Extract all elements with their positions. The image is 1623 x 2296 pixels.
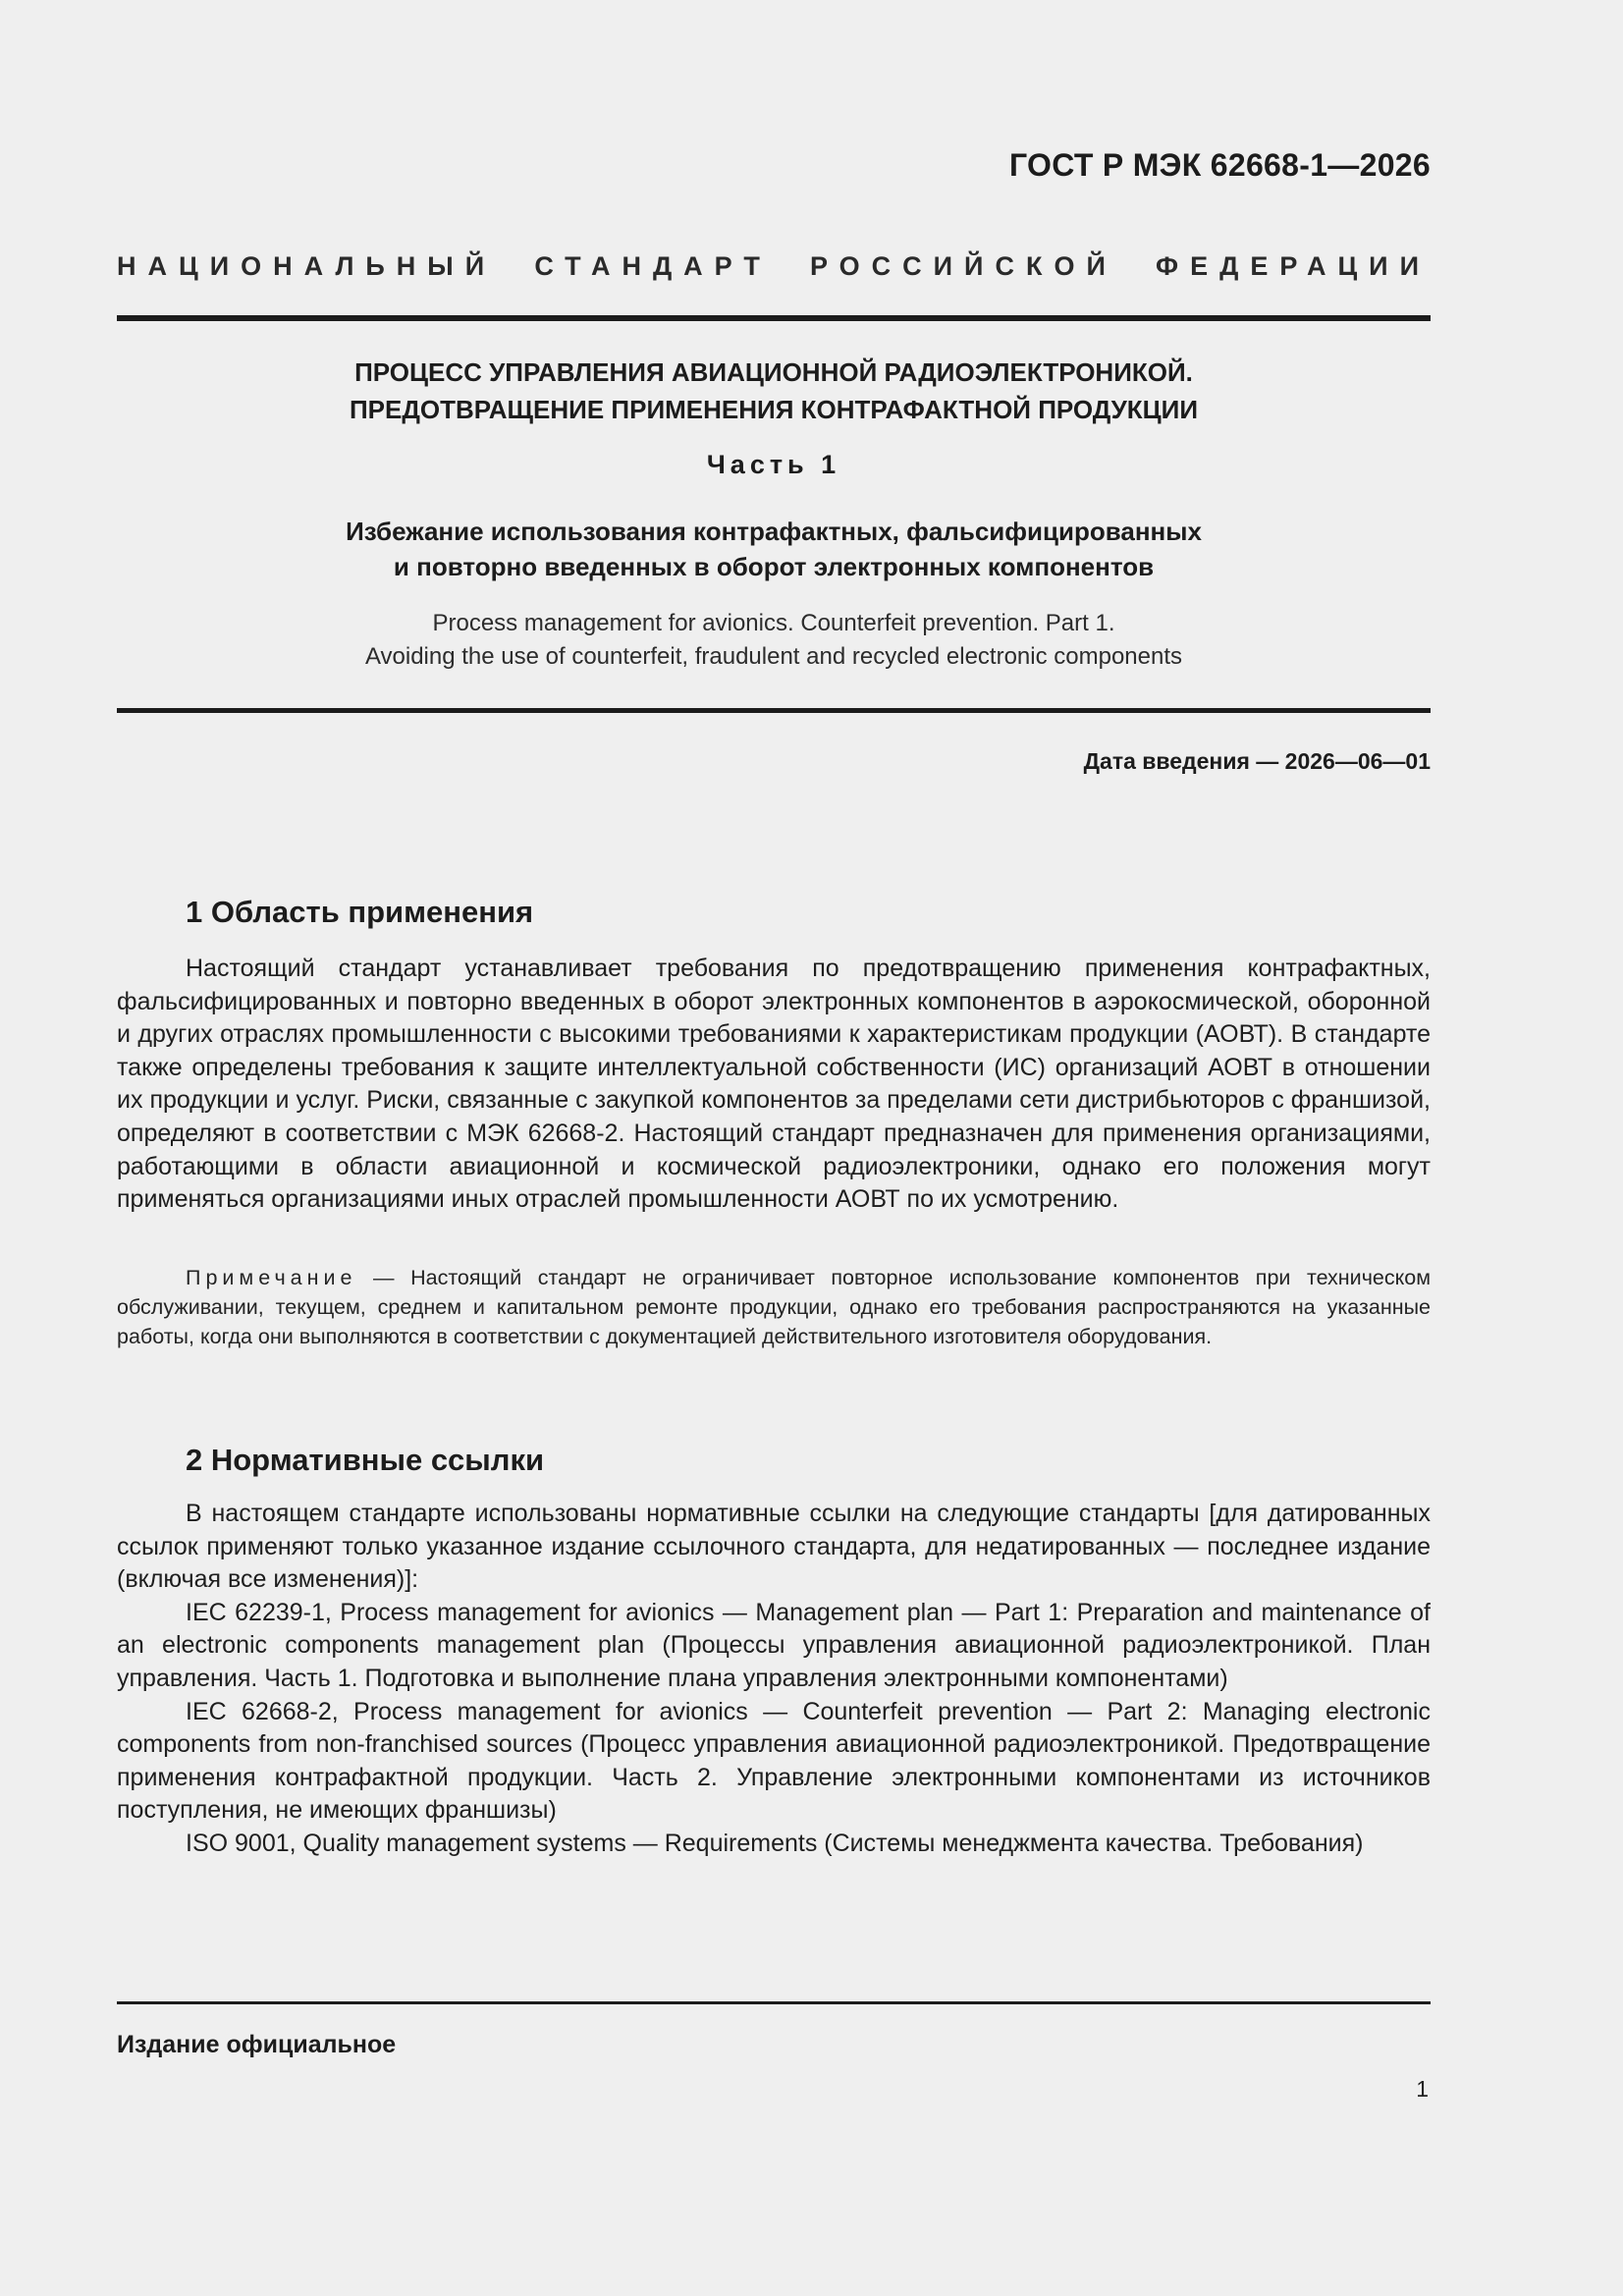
reference-item: IEC 62239-1, Process management for avionics — Management plan — Part 1: Preparation and maintenance of an electronic components management plan (Процессы управления авиационной радиоэлектроникой. План управления. Часть 1. Подготовка и выполнение плана управления электронными компонентами) bbox=[117, 1598, 1431, 1692]
note-label: Примечание bbox=[186, 1266, 357, 1289]
section-1-heading: 1 Область применения bbox=[186, 895, 534, 929]
title-line-1: ПРОЦЕСС УПРАВЛЕНИЯ АВИАЦИОННОЙ РАДИОЭЛЕКТРОНИКОЙ. bbox=[354, 357, 1193, 387]
national-standard-heading bbox=[117, 251, 1431, 282]
section-2-heading: 2 Нормативные ссылки bbox=[186, 1443, 545, 1477]
part-label: Часть 1 bbox=[706, 450, 841, 479]
middle-divider bbox=[117, 708, 1431, 713]
part-subtitle bbox=[117, 514, 1431, 584]
page-number: 1 bbox=[1416, 2076, 1429, 2102]
national-word-2: СТАНДАРТ bbox=[534, 251, 772, 281]
national-word-3: РОССИЙСКОЙ bbox=[810, 251, 1117, 281]
english-line-2: Avoiding the use of counterfeit, fraudulent and recycled electronic components bbox=[364, 643, 1183, 670]
english-title bbox=[117, 607, 1431, 674]
note-text: — Настоящий стандарт не ограничивает повторное использование компонентов при техническом обслуживании, текущем, среднем и капитальном ремонте продукции, однако его требования распространяются на указанные работы, когда они выполняются в соответствии с документацией действительного изготовителя оборудования. bbox=[117, 1266, 1431, 1348]
standard-designation: ГОСТ Р МЭК 62668-1—2026 bbox=[1009, 147, 1431, 183]
official-edition-label: Издание официальное bbox=[117, 2031, 397, 2058]
reference-item: IEC 62668-2, Process management for avionics — Counterfeit prevention — Part 2: Managing electronic components from non-franchised sources (Процесс управления авиационной радиоэлектроникой. Предотвращение применения контрафактной продукции. Часть 2. Управление электронными компонентами из источников поступления, не имеющих франшизы) bbox=[117, 1697, 1431, 1825]
document-title bbox=[117, 354, 1431, 428]
title-line-2: ПРЕДОТВРАЩЕНИЕ ПРИМЕНЕНИЯ КОНТРАФАКТНОЙ ПРОДУКЦИИ bbox=[349, 395, 1199, 424]
subtitle-line-1: Избежание использования контрафактных, фальсифицированных bbox=[346, 517, 1202, 546]
national-word-1: НАЦИОНАЛЬНЫЙ bbox=[117, 251, 497, 281]
english-line-1: Process management for avionics. Counterfeit prevention. Part 1. bbox=[432, 610, 1115, 636]
section-2-body bbox=[117, 1498, 1431, 1861]
national-word-4: ФЕДЕРАЦИИ bbox=[1156, 251, 1431, 281]
subtitle-line-2: и повторно введенных в оборот электронных компонентов bbox=[393, 552, 1155, 581]
bottom-divider bbox=[117, 2001, 1431, 2004]
top-divider bbox=[117, 315, 1431, 321]
section-1-paragraph: Настоящий стандарт устанавливает требования по предотвращению применения контрафактных, фальсифицированных и повторно введенных в оборот электронных компонентов в аэрокосмической, оборонной и других отраслях промышленности с высокими требованиями к характеристикам продукции (АОВТ). В стандарте также определены требования к защите интеллектуальной собственности (ИС) организаций АОВТ в отношении их продукции и услуг. Риски, связанные с закупкой компонентов за пределами сети дистрибьюторов с франшизой, определяют в соответствии с МЭК 62668-2. Настоящий стандарт предназначен для применения организациями, работающими в области авиационной и космической радиоэлектроники, однако его положения могут применяться организациями иных отраслей промышленности АОВТ по их усмотрению. bbox=[117, 955, 1431, 1214]
section-2-intro: В настоящем стандарте использованы нормативные ссылки на следующие стандарты [для датированных ссылок применяют только указанное издание ссылочного стандарта, для недатированных — последнее издание (включая все изменения)]: bbox=[117, 1500, 1431, 1594]
introduction-date: Дата введения — 2026—06—01 bbox=[1083, 748, 1431, 774]
reference-item: ISO 9001, Quality management systems — Requirements (Системы менеджмента качества. Требования) bbox=[186, 1829, 1364, 1857]
section-1-note bbox=[117, 1263, 1431, 1351]
